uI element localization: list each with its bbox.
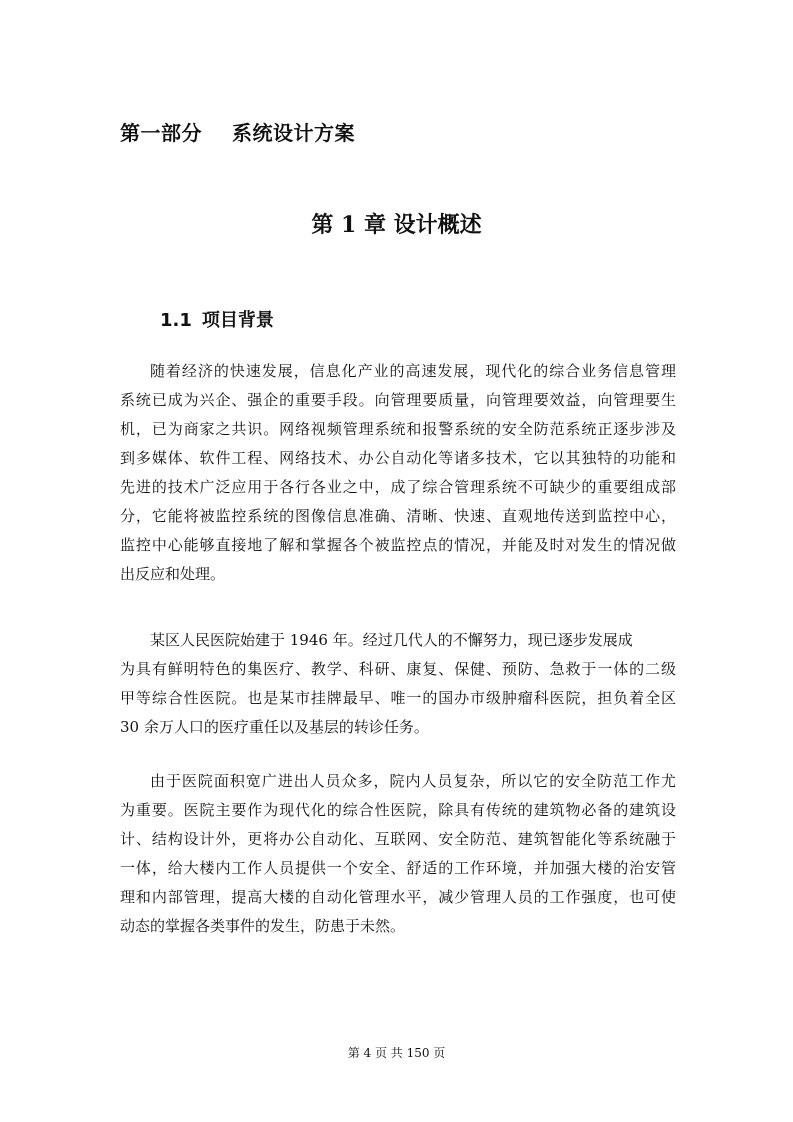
paragraph-line: 出反应和处理。: [120, 565, 226, 583]
section-heading: [160, 306, 274, 332]
paragraph-line: 理和内部管理，提高大楼的自动化管理水平，减少管理人员的工作强度，也可使: [120, 888, 676, 906]
part-name: 系统设计方案: [232, 121, 355, 145]
paragraph-line: 为重要。医院主要作为现代化的综合性医院，除具有传统的建筑物必备的建筑设: [120, 801, 676, 819]
paragraph-line: 机，已为商家之共识。网络视频管理系统和报警系统的安全防范系统正逐步涉及: [120, 420, 676, 438]
part-title: [120, 117, 355, 146]
paragraph-line: 甲等综合性医院。也是某市挂牌最早、唯一的国办市级肿瘤科医院，担负着全区: [120, 689, 676, 707]
paragraph-hospital-intro: [120, 626, 676, 742]
page-footer: 第 4 页 共 150 页: [347, 1046, 446, 1060]
paragraph-line: 到多媒体、软件工程、网络技术、办公自动化等诸多技术，它以其独特的功能和: [120, 449, 676, 467]
chapter-title: 第 1 章 设计概述: [311, 212, 482, 238]
paragraph-project-background: [120, 357, 676, 589]
paragraph-line: 监控中心能够直接地了解和掌握各个被监控点的情况，并能及时对发生的情况做: [120, 536, 676, 554]
paragraph-line: 随着经济的快速发展，信息化产业的高速发展，现代化的综合业务信息管理: [150, 362, 676, 380]
paragraph-line: 一体，给大楼内工作人员提供一个安全、舒适的工作环境，并加强大楼的治安管: [120, 859, 676, 877]
paragraph-line: 动态的掌握各类事件的发生，防患于未然。: [120, 917, 406, 935]
paragraph-line: 由于医院面积宽广进出人员众多，院内人员复杂，所以它的安全防范工作尤: [150, 772, 676, 790]
paragraph-line: 系统已成为兴企、强企的重要手段。向管理要质量，向管理要效益，向管理要生: [120, 391, 676, 409]
paragraph-line: 先进的技术广泛应用于各行各业之中，成了综合管理系统不可缺少的重要组成部: [120, 478, 676, 496]
paragraph-line: 某区人民医院始建于 1946 年。经过几代人的不懈努力，现已逐步发展成: [150, 631, 633, 649]
section-title: 项目背景: [201, 310, 274, 331]
section-number: 1.1: [160, 310, 192, 331]
paragraph-line: 计、结构设计外，更将办公自动化、互联网、安全防范、建筑智能化等系统融于: [120, 830, 676, 848]
paragraph-line: 分，它能将被监控系统的图像信息准确、清晰、快速、直观地传送到监控中心，: [120, 507, 676, 525]
paragraph-security-needs: [120, 767, 676, 941]
paragraph-line: 30 余万人口的医疗重任以及基层的转诊任务。: [120, 718, 429, 736]
part-label: 第一部分: [120, 121, 202, 145]
paragraph-line: 为具有鲜明特色的集医疗、教学、科研、康复、保健、预防、急救于一体的二级: [120, 660, 676, 678]
